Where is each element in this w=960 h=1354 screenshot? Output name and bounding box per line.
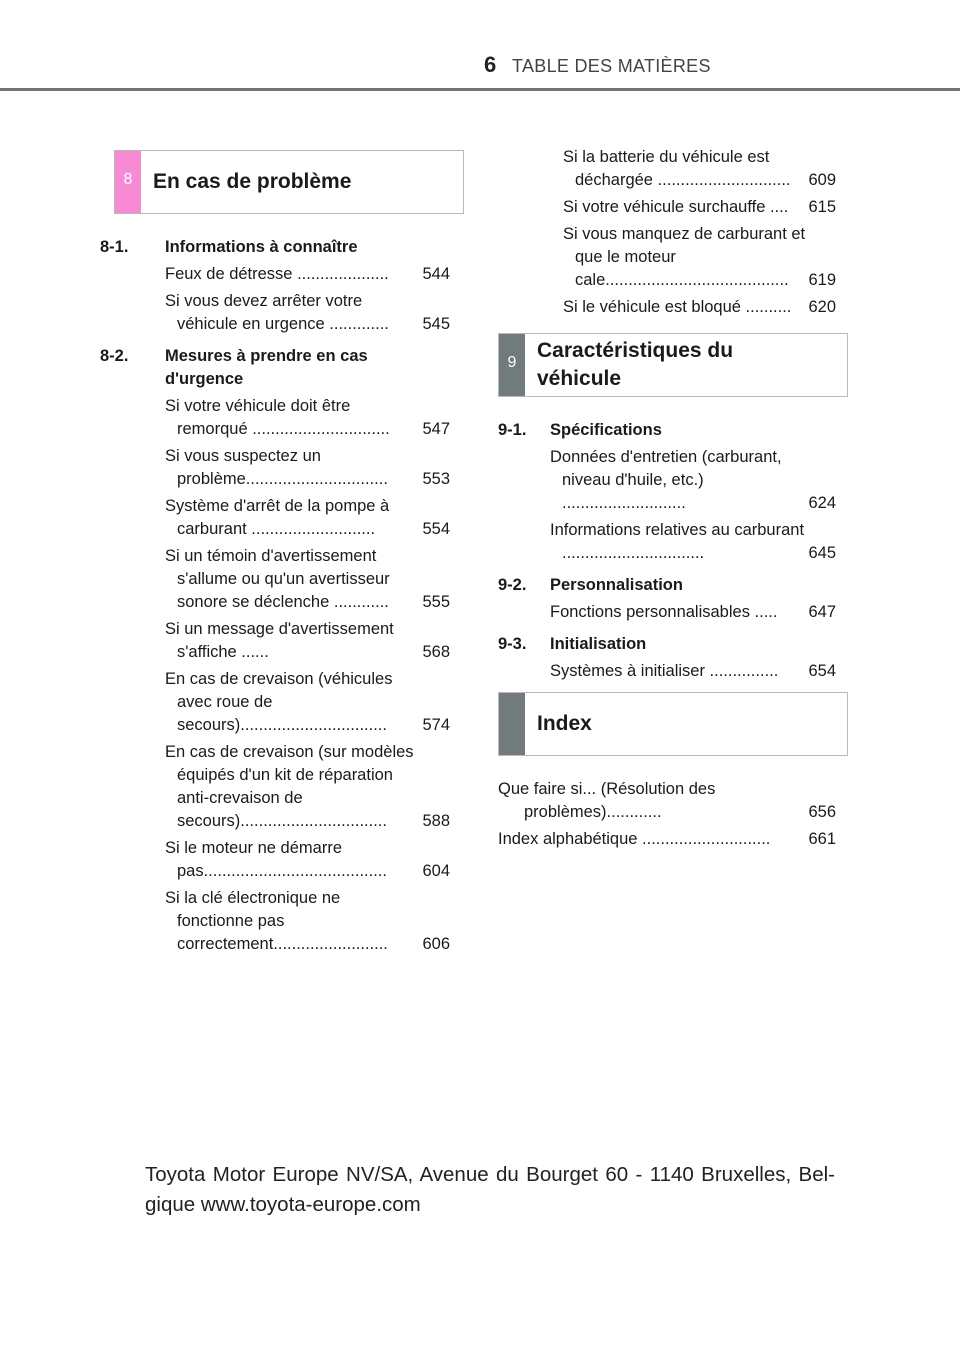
subsection-heading [498,574,836,597]
toc-entry[interactable] [165,495,450,541]
toc-entry[interactable] [563,146,836,192]
section-9-header [498,333,848,397]
toc-entry-text: Fonctions personnalisables ..... [550,603,778,621]
toc-entry-page: 654 [808,662,836,680]
toc-entry-page: 661 [808,830,836,848]
toc-entry-text: Si vous manquez de carburant et que le moteur cale........................................ [563,225,806,289]
toc-entry-text: Si la clé électronique ne fonctionne pas correctement......................... [165,889,388,953]
toc-entry[interactable] [550,601,836,624]
page-header [0,0,960,92]
toc-entry-text: Système d'arrêt de la pompe à carburant ........................... [165,497,390,538]
index-section-tab [499,693,525,755]
toc-entry[interactable] [498,828,836,851]
toc-entry[interactable] [563,223,836,292]
toc-entry[interactable] [498,778,836,824]
subsection-number: 9-1. [498,421,527,439]
toc-entry[interactable] [165,837,450,883]
toc-entry-text: Si la batterie du véhicule est déchargée ............................. [563,148,791,189]
toc-entry-text: Informations relatives au carburant ............................... [550,521,805,562]
subsection-number: 8-1. [100,238,129,256]
toc-entry-text: Si le véhicule est bloqué .......... [563,298,792,316]
toc-entry-page: 624 [808,494,836,512]
toc-entry[interactable] [165,263,450,286]
subsection-heading [498,633,836,656]
toc-entry[interactable] [165,290,450,336]
toc-entry-text: Si un message d'avertissement s'affiche ...... [165,620,394,661]
toc-entry-page: 615 [808,198,836,216]
toc-entry-page: 619 [808,271,836,289]
section-8-number: 8 [123,171,133,188]
toc-entry-text: En cas de crevaison (sur modèles équipés d'un kit de réparation anti-crevaison de secours)................................ [165,743,414,830]
toc-entry-text: Si votre véhicule surchauffe .... [563,198,789,216]
toc-entry-page: 606 [422,935,450,953]
toc-entry-text: En cas de crevaison (véhicules avec roue de secours)................................ [165,670,393,734]
toc-entry-text: Que faire si... (Résolution des problèmes)............ [498,780,716,821]
toc-entry[interactable] [165,545,450,614]
subsection-heading [100,345,450,391]
toc-entry-page: 554 [422,520,450,538]
subsection-title: Mesures à prendre en cas d'urgence [165,347,368,388]
section-9-entries [498,419,836,687]
toc-entry[interactable] [165,395,450,441]
toc-entry-page: 574 [422,716,450,734]
toc-entry-page: 609 [808,171,836,189]
page-number: 6 [484,52,497,77]
toc-entry[interactable] [550,446,836,515]
footer-address: Toyota Motor Europe NV/SA, Avenue du Bourget 60 - 1140 Bruxelles, Bel-gique www.toyota-europe.com [145,1163,835,1216]
toc-entry[interactable] [563,196,836,219]
toc-entry-page: 555 [422,593,450,611]
section-8-header [114,150,464,214]
toc-entry-text: Données d'entretien (carburant, niveau d'huile, etc.) ........................... [550,448,782,512]
header-divider [0,88,960,91]
toc-entry[interactable] [165,445,450,491]
toc-entry-page: 547 [422,420,450,438]
subsection-heading [498,419,836,442]
toc-entry[interactable] [550,519,836,565]
toc-entry-text: Si votre véhicule doit être remorqué .............................. [165,397,390,438]
index-entries [498,778,836,855]
toc-entry[interactable] [165,887,450,956]
index-section-header [498,692,848,756]
toc-entry-text: Feux de détresse .................... [165,265,389,283]
subsection-number: 9-2. [498,576,527,594]
section-8-continued-entries [498,146,836,323]
toc-entry-page: 656 [808,803,836,821]
subsection-number: 9-3. [498,635,527,653]
toc-entry-text: Systèmes à initialiser ............... [550,662,779,680]
toc-entry-page: 545 [422,315,450,333]
toc-entry-text: Si un témoin d'avertissement s'allume ou qu'un avertisseur sonore se déclenche ............ [165,547,390,611]
toc-entry-text: Si vous suspectez un problème............................... [165,447,388,488]
section-9-title: Caractéristiques du véhicule [537,339,734,390]
toc-entry[interactable] [165,618,450,664]
toc-entry-text: Index alphabétique ............................ [498,830,771,848]
toc-entry-page: 568 [422,643,450,661]
subsection-title: Spécifications [550,421,662,439]
toc-entry-page: 647 [808,603,836,621]
section-9-number: 9 [507,354,517,371]
toc-entry-page: 544 [422,265,450,283]
toc-entry-text: Si le moteur ne démarre pas........................................ [165,839,387,880]
toc-entry-page: 604 [422,862,450,880]
subsection-title: Initialisation [550,635,647,653]
toc-entry[interactable] [563,296,836,319]
index-section-title: Index [537,712,592,735]
page-title: TABLE DES MATIÈRES [512,56,711,76]
toc-entry-page: 553 [422,470,450,488]
toc-entry-page: 588 [422,812,450,830]
toc-entry-page: 645 [808,544,836,562]
subsection-title: Personnalisation [550,576,683,594]
toc-entry-page: 620 [808,298,836,316]
subsection-title: Informations à connaître [165,238,358,256]
toc-entry[interactable] [165,741,450,833]
toc-entry[interactable] [550,660,836,683]
subsection-number: 8-2. [100,347,129,365]
section-8-title: En cas de problème [153,170,352,193]
section-8-entries [100,236,450,960]
toc-entry-text: Si vous devez arrêter votre véhicule en urgence ............. [165,292,389,333]
subsection-heading [100,236,450,259]
toc-entry[interactable] [165,668,450,737]
